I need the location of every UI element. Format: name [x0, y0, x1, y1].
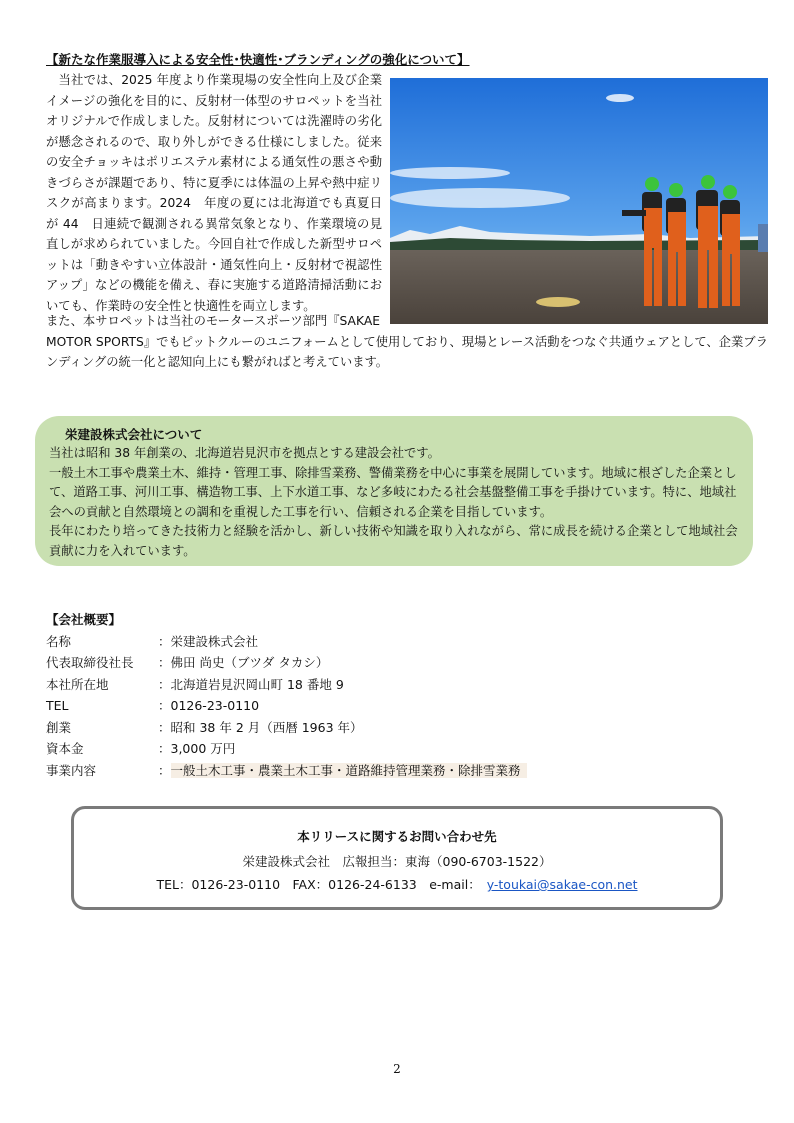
intro-tail-line1: また、本サロペットは当社のモータースポーツ部門『SAKAE [46, 314, 381, 328]
overview-row [46, 652, 527, 674]
contact-phone-fax: TEL：0126-23-0110 FAX：0126-24-6133 e-mail： [156, 877, 481, 892]
overview-row [46, 759, 527, 781]
overview-value [158, 759, 527, 781]
overview-value: ：北海道岩見沢岡山町 18 番地 9 [158, 676, 344, 692]
company-paragraph: 一般土木工事や農業土木、維持・管理工事、除排雪業務、警備業務を中心に事業を展開しています。地域に根ざした企業として、道路工事、河川工事、構造物工事、上下水道工事、など多岐にわたる社会基盤整備工事を手掛けています。特に、地域社会への貢献と自然環境との調和を重視した工事を行い、信頼される企業を目指しています。 [49, 465, 737, 519]
overview-value: ：3,000 万円 [158, 741, 236, 757]
contact-box [71, 806, 723, 910]
email-link[interactable]: y-toukai@sakae-con.net [486, 877, 638, 892]
workers-photo [390, 78, 768, 324]
overview-row [46, 630, 527, 652]
company-paragraph: 当社は昭和 38 年創業の、北海道岩見沢市を拠点とする建設会社です。 [49, 446, 440, 460]
company-about-text [49, 444, 745, 561]
intro-tail-line2: MOTOR SPORTS』でもピットクルーのユニフォームとして使用しており、現場とレース活動をつなぐ共通ウェアとして、企業ブランディングの統一化と認知向上にも繋がればと考えています。 [46, 334, 768, 369]
overview-label: 創業 [46, 719, 72, 735]
overview-row [46, 695, 527, 717]
overview-label: 資本金 [46, 741, 84, 757]
overview-value: ：0126-23-0110 [158, 698, 260, 714]
contact-numbers [74, 875, 720, 893]
workers-photo-image [390, 78, 768, 324]
company-paragraph: 長年にわたり培ってきた技術力と経験を活かし、新しい技術や知識を取り入れながら、常に成長を続ける企業として地域社会貢献に力を入れています。 [49, 524, 738, 558]
intro-tail [46, 311, 768, 373]
overview-value: ：佛田 尚史（ブツダ タカシ） [158, 655, 329, 671]
overview-label: 代表取締役社長 [46, 655, 134, 671]
intro-paragraph: 当社では、2025 年度より作業現場の安全性向上及び企業イメージの強化を目的に、反射材一体型のサロペットを当社オリジナルで作成しました。反射材については洗濯時の劣化が懸念されるので、取り外しができる仕様にしました。従来の安全チョッキはポリエステル素材による通気性の悪さや動きづらさが課題であり、特に夏季には体温の上昇や熱中症リスクが高まります。2024 年度の夏には北海道でも真夏日が 44 日連続で観測される異常気象となり、作業環境の見直しが求められていました。今回自社で作成した新型サロペットは「動きやすい立体設計・通気性向上・反射材で視認性アップ」などの機能を備え、春に実施する道路清掃活動においても、作業時の安全性と快適性を両立します。 [46, 73, 382, 313]
overview-value-prefix: ： [158, 762, 171, 778]
overview-row [46, 716, 527, 738]
contact-person: 栄建設株式会社 広報担当：東海（090-6703-1522） [242, 854, 552, 869]
overview-row [46, 673, 527, 695]
contact-title: 本リリースに関するお問い合わせ先 [297, 829, 497, 844]
company-overview-table [46, 630, 527, 781]
overview-label: TEL [46, 697, 69, 713]
overview-value: ：昭和 38 年 2 月（西暦 1963 年） [158, 719, 363, 735]
overview-heading: 【会社概要】 [46, 612, 122, 627]
company-about-box [35, 416, 753, 566]
business-content-highlight: 一般土木工事・農業土木工事・道路維持管理業務・除排雪業務 [171, 763, 527, 778]
overview-label: 名称 [46, 633, 72, 649]
overview-label: 本社所在地 [46, 676, 109, 692]
company-about-title: 栄建設株式会社について [65, 427, 203, 442]
overview-row [46, 738, 527, 760]
overview-value: ：栄建設株式会社 [158, 633, 259, 649]
section-title-workwear: 【新たな作業服導入による安全性･快適性･ブランディングの強化について】 [46, 52, 470, 67]
overview-label: 事業内容 [46, 762, 97, 778]
page-number: 2 [393, 1062, 401, 1076]
